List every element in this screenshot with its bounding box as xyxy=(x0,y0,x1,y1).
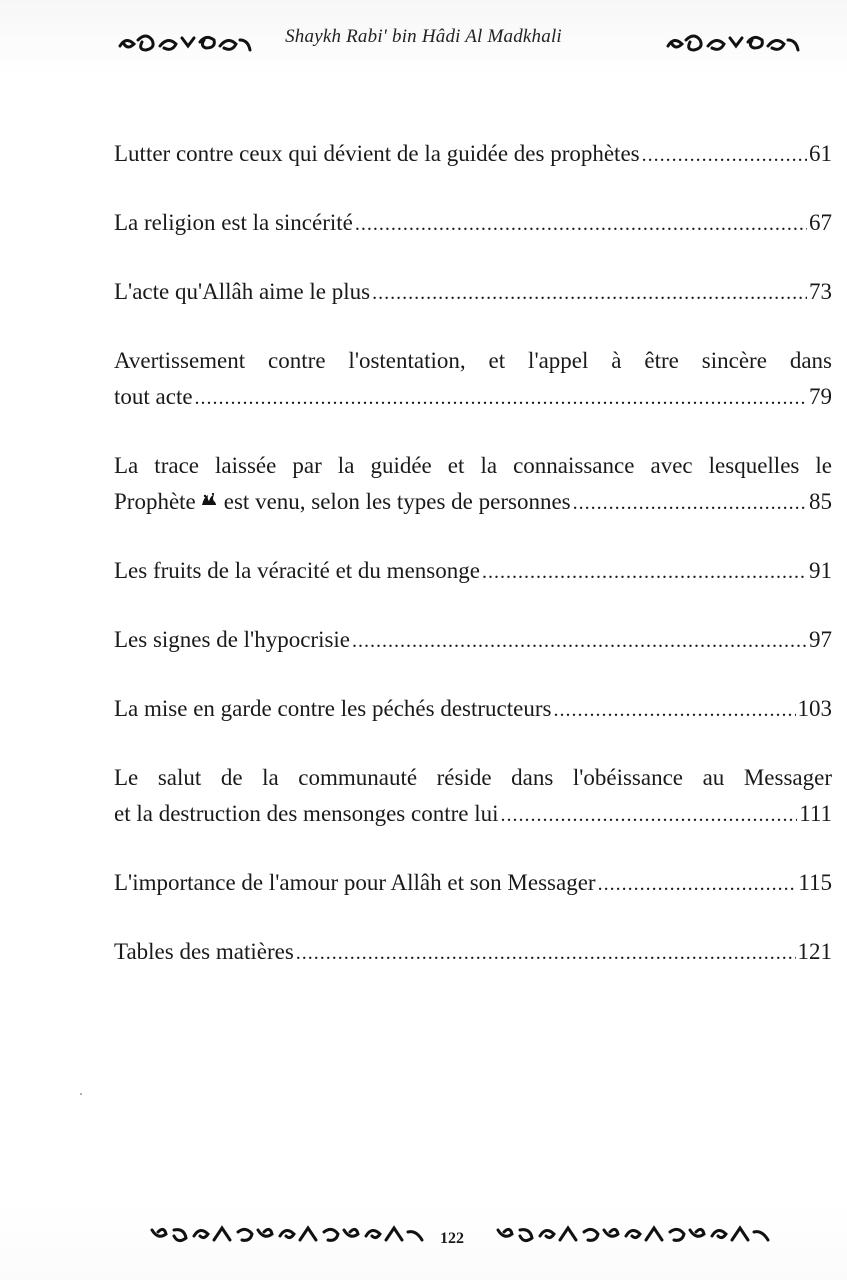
dot-leader xyxy=(195,380,807,416)
toc-entry-title: L'acte qu'Allâh aime le plus xyxy=(114,279,371,304)
dot-leader xyxy=(355,206,807,242)
toc-entry-page: 61 xyxy=(809,141,832,166)
toc-entry-title: Lutter contre ceux qui dévient de la guidée des prophètes xyxy=(114,141,640,166)
toc-entry-title-line2a: Prophète xyxy=(114,489,196,514)
print-speck xyxy=(80,1093,82,1095)
toc-entry-title-line1: Avertissement contre l'ostentation, et l'appel à être sincère dans xyxy=(114,348,832,373)
toc-entry-page: 73 xyxy=(809,279,832,304)
toc-entry-title-line1: La trace laissée par la guidée et la connaissance avec lesquelles le xyxy=(114,453,832,478)
toc-entry-page: 111 xyxy=(799,801,832,826)
toc-entry[interactable] xyxy=(114,934,832,971)
page-footer xyxy=(0,1218,847,1258)
dot-leader xyxy=(296,935,796,971)
toc-entry-page: 67 xyxy=(809,210,832,235)
toc-entry-page: 97 xyxy=(809,627,832,652)
toc-entry-title: Les fruits de la véracité et du mensonge xyxy=(114,558,480,583)
toc-entry[interactable] xyxy=(114,865,832,902)
dot-leader xyxy=(352,623,807,659)
scroll-ornament-long-icon xyxy=(148,1220,428,1255)
toc-entry[interactable] xyxy=(114,343,832,416)
dot-leader xyxy=(553,692,795,728)
table-of-contents xyxy=(114,136,832,1003)
scroll-ornament-icon xyxy=(664,28,804,58)
dot-leader xyxy=(573,485,807,521)
toc-entry[interactable] xyxy=(114,553,832,590)
toc-entry-title: Tables des matières xyxy=(114,939,294,964)
toc-entry-title: Les signes de l'hypocrisie xyxy=(114,627,351,652)
toc-entry-page: 85 xyxy=(809,489,832,514)
toc-entry[interactable] xyxy=(114,448,832,521)
dot-leader xyxy=(501,797,798,833)
toc-entry[interactable] xyxy=(114,205,832,242)
dot-leader xyxy=(482,554,807,590)
toc-entry[interactable] xyxy=(114,760,832,833)
toc-entry-title-line2: tout acte xyxy=(114,384,193,409)
toc-entry[interactable] xyxy=(114,274,832,311)
running-head: Shaykh Rabi' bin Hâdi Al Madkhali xyxy=(285,26,562,47)
dot-leader xyxy=(372,275,807,311)
toc-entry-title-line1: Le salut de la communauté réside dans l'obéissance au Messager xyxy=(114,765,832,790)
toc-entry[interactable] xyxy=(114,136,832,173)
toc-entry-title: La mise en garde contre les péchés destructeurs xyxy=(114,696,552,721)
dot-leader xyxy=(598,866,797,902)
toc-entry[interactable] xyxy=(114,691,832,728)
toc-entry-title: La religion est la sincérité xyxy=(114,210,353,235)
dot-leader xyxy=(642,137,807,173)
page-header xyxy=(0,20,847,60)
scroll-ornament-long-icon xyxy=(494,1220,774,1255)
toc-entry-title: L'importance de l'amour pour Allâh et son Messager xyxy=(114,870,596,895)
toc-entry-page: 115 xyxy=(798,870,832,895)
toc-entry-title-line2: et la destruction des mensonges contre lui xyxy=(114,801,499,826)
toc-entry-page: 91 xyxy=(809,558,832,583)
toc-entry[interactable] xyxy=(114,622,832,659)
toc-entry-page: 79 xyxy=(809,384,832,409)
toc-entry-page: 103 xyxy=(797,696,832,721)
page-number: 122 xyxy=(440,1230,464,1247)
toc-entry-title-line2b: est venu, selon les types de personnes xyxy=(223,489,571,514)
salutation-glyph-icon xyxy=(200,484,218,502)
toc-entry-page: 121 xyxy=(797,939,832,964)
